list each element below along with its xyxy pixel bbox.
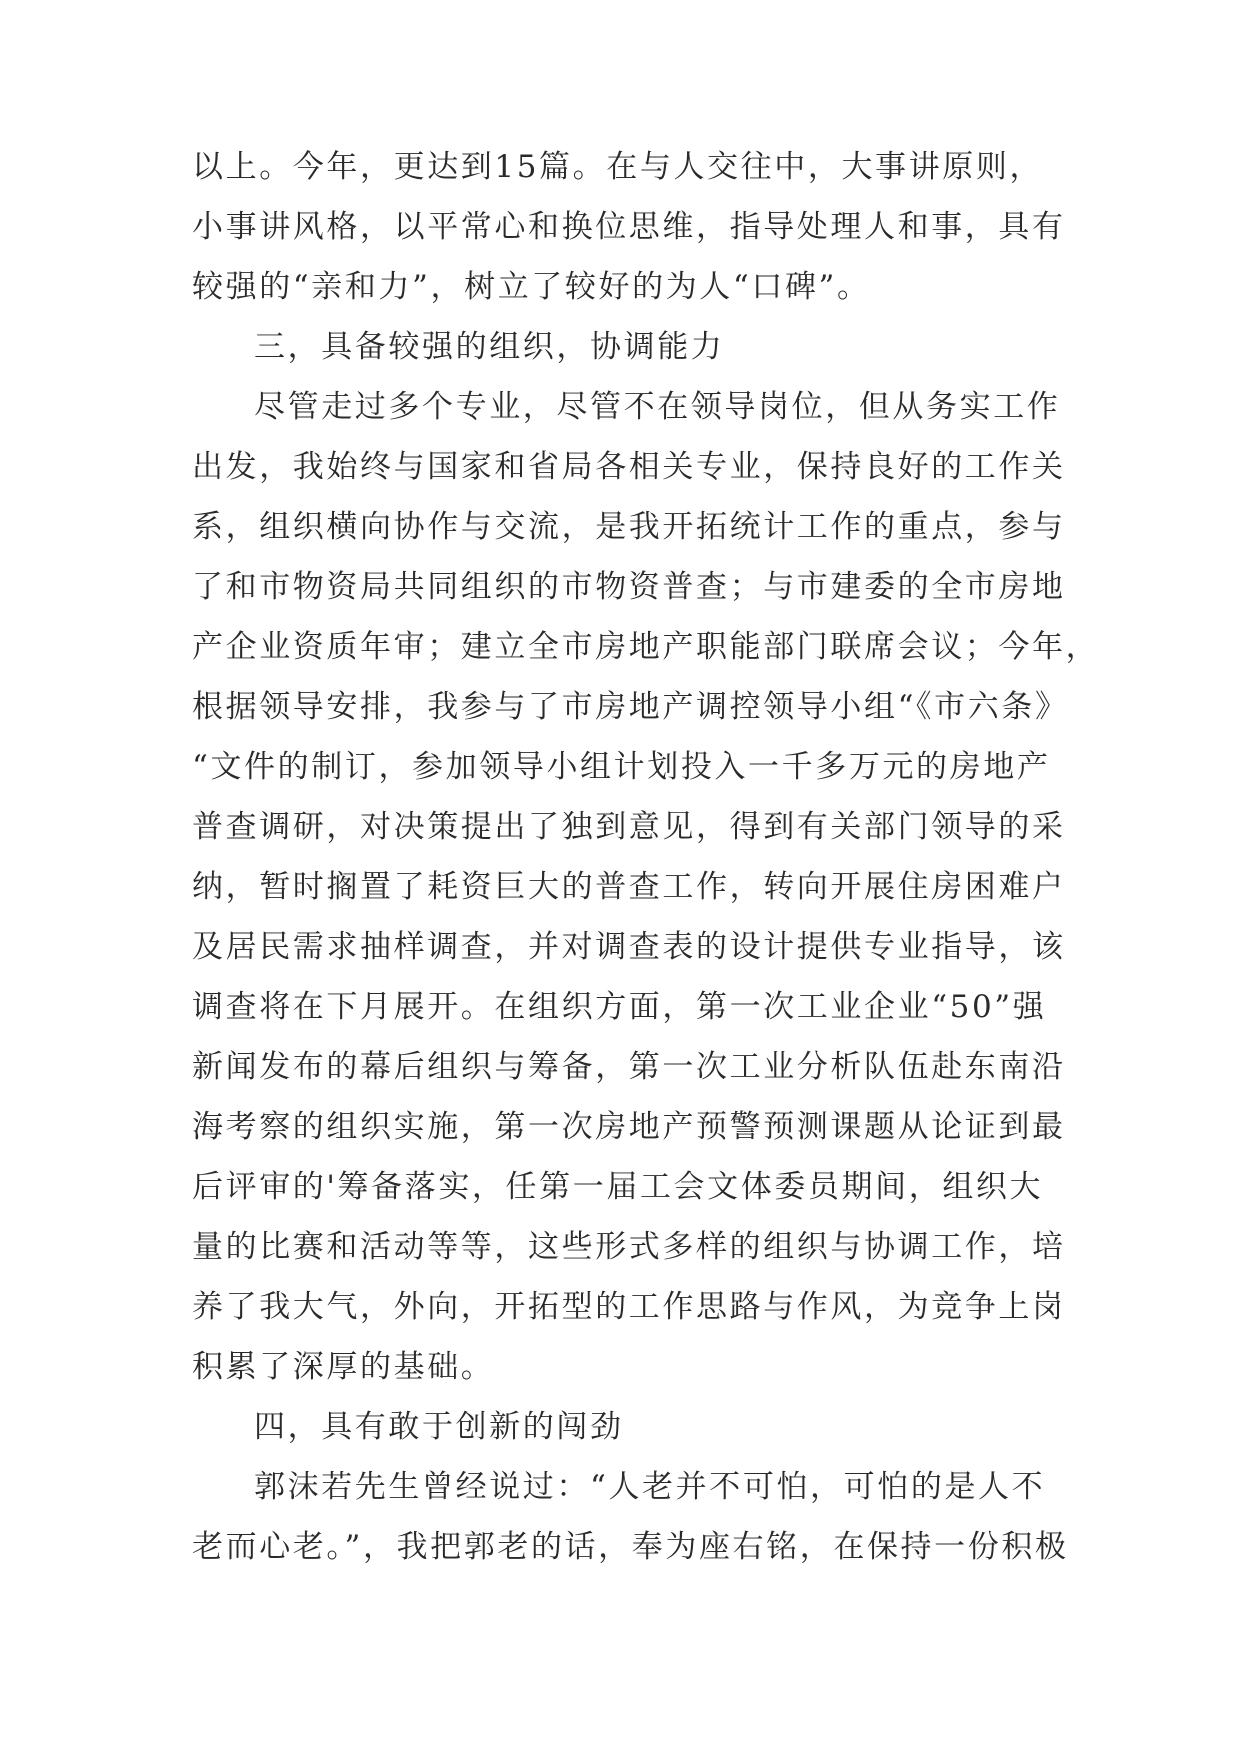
text-line: 较强的“亲和力”，树立了较好的为人“口碑”。: [192, 269, 871, 305]
text-line: 量的比赛和活动等等，这些形式多样的组织与协调工作，培: [192, 1229, 1066, 1265]
text-line: 普查调研，对决策提出了独到意见，得到有关部门领导的采: [192, 809, 1066, 845]
text-line: 积累了深厚的基础。: [192, 1349, 495, 1385]
text-line: 了和市物资局共同组织的市物资普查；与市建委的全市房地: [192, 569, 1066, 605]
text-line: 后评审的'筹备落实，任第一届工会文体委员期间，组织大: [192, 1169, 1044, 1205]
text-line: 调查将在下月展开。在组织方面，第一次工业企业“50”强: [192, 989, 1047, 1025]
text-line: 以上。今年，更达到15篇。在与人交往中，大事讲原则，: [192, 149, 1044, 185]
text-line: 根据领导安排，我参与了市房地产调控领导小组“《市六条》: [192, 689, 1069, 725]
text-line: 老而心老。”，我把郭老的话，奉为座右铭，在保持一份积极: [192, 1529, 1069, 1565]
text-line: 郭沫若先生曾经说过：“人老并不可怕，可怕的是人不: [254, 1469, 1046, 1505]
text-line: 产企业资质年审；建立全市房地产职能部门联席会议；今年，: [192, 629, 1100, 665]
text-line: 尽管走过多个专业，尽管不在领导岗位，但从务实工作: [254, 389, 1061, 425]
text-line: 纳，暂时搁置了耗资巨大的普查工作，转向开展住房困难户: [192, 869, 1066, 905]
text-line: 养了我大气，外向，开拓型的工作思路与作风，为竞争上岗: [192, 1289, 1066, 1325]
text-line: 海考察的组织实施，第一次房地产预警预测课题从论证到最: [192, 1109, 1066, 1145]
text-line: 新闻发布的幕后组织与筹备，第一次工业分析队伍赴东南沿: [192, 1049, 1066, 1085]
section-heading: 四，具有敢于创新的闯劲: [254, 1409, 624, 1445]
text-line: “文件的制订，参加领导小组计划投入一千多万元的房地产: [192, 749, 1051, 785]
text-line: 及居民需求抽样调查，并对调查表的设计提供专业指导，该: [192, 929, 1066, 965]
text-line: 出发，我始终与国家和省局各相关专业，保持良好的工作关: [192, 449, 1066, 485]
text-line: 系，组织横向协作与交流，是我开拓统计工作的重点，参与: [192, 509, 1066, 545]
section-heading: 三，具备较强的组织，协调能力: [254, 329, 725, 365]
text-line: 小事讲风格，以平常心和换位思维，指导处理人和事，具有: [192, 209, 1066, 245]
